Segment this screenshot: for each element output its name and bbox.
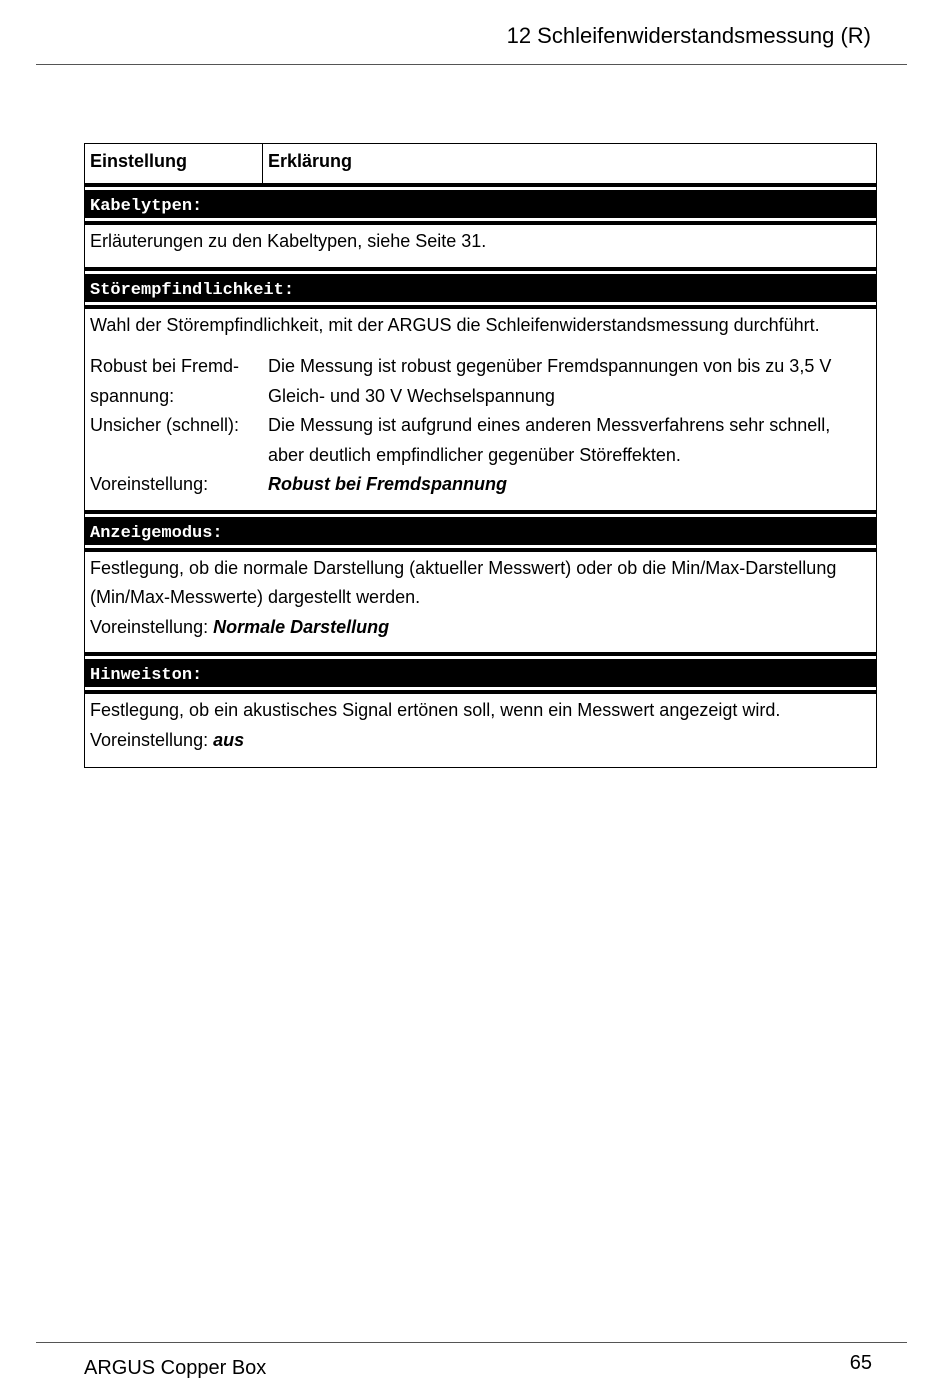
section-title-stoerempfindlichkeit: Störempfindlichkeit:: [85, 268, 876, 308]
hinweis-default: [90, 726, 871, 756]
section-body-kabeltypen: [85, 224, 876, 268]
section-title-anzeigemodus: Anzeigemodus:: [85, 511, 876, 551]
column-header-explanation: Erklärung: [268, 151, 353, 171]
section-body-hinweiston: [85, 693, 876, 767]
header-rule: [36, 64, 907, 65]
default-value: aus: [213, 729, 245, 750]
section-title-hinweiston: Hinweiston:: [85, 653, 876, 693]
page-number: 65: [849, 1352, 872, 1374]
option-desc: Die Messung ist aufgrund eines anderen Messverfahrens sehr schnell, aber deutlich empfindlicher gegenüber Störeffekten.: [268, 415, 831, 465]
stoer-options: [90, 352, 871, 500]
option-term: Unsicher (schnell):: [90, 415, 240, 435]
stoer-intro: Wahl der Störempfindlichkeit, mit der ARGUS die Schleifenwiderstandsmessung durchführt.: [90, 314, 820, 335]
default-label: Voreinstellung:: [90, 616, 214, 637]
option-term: Robust bei Fremd- spannung:: [90, 356, 240, 406]
default-label: Voreinstellung:: [90, 729, 214, 750]
default-term: Voreinstellung:: [90, 474, 209, 494]
column-header-setting: Einstellung: [85, 144, 263, 183]
default-value: Robust bei Fremdspannung: [268, 474, 508, 494]
option-desc: Die Messung ist robust gegenüber Fremdspannungen von bis zu 3,5 V Gleich- und 30 V Wechselspannung: [268, 356, 832, 406]
section-body-anzeigemodus: [85, 551, 876, 654]
table-header-row: [85, 144, 876, 184]
anzeige-default: [90, 613, 871, 643]
anzeige-text: Festlegung, ob die normale Darstellung (aktueller Messwert) oder ob die Min/Max-Darstellung (Min/Max-Messwerte) dargestellt werden.: [90, 557, 837, 607]
kabeltypen-text: Erläuterungen zu den Kabeltypen, siehe Seite 31.: [90, 231, 487, 251]
section-body-stoerempfindlichkeit: [85, 308, 876, 511]
section-title-kabeltypen: Kabelytpen:: [85, 184, 876, 224]
footer-product: ARGUS Copper Box: [84, 1357, 267, 1379]
footer-rule: [36, 1342, 907, 1343]
default-value: Normale Darstellung: [213, 616, 390, 637]
settings-table: [84, 143, 877, 768]
page-header-title: 12 Schleifenwiderstandsmessung (R): [506, 23, 871, 48]
hinweis-text: Festlegung, ob ein akustisches Signal ertönen soll, wenn ein Messwert angezeigt wird.: [90, 700, 781, 720]
